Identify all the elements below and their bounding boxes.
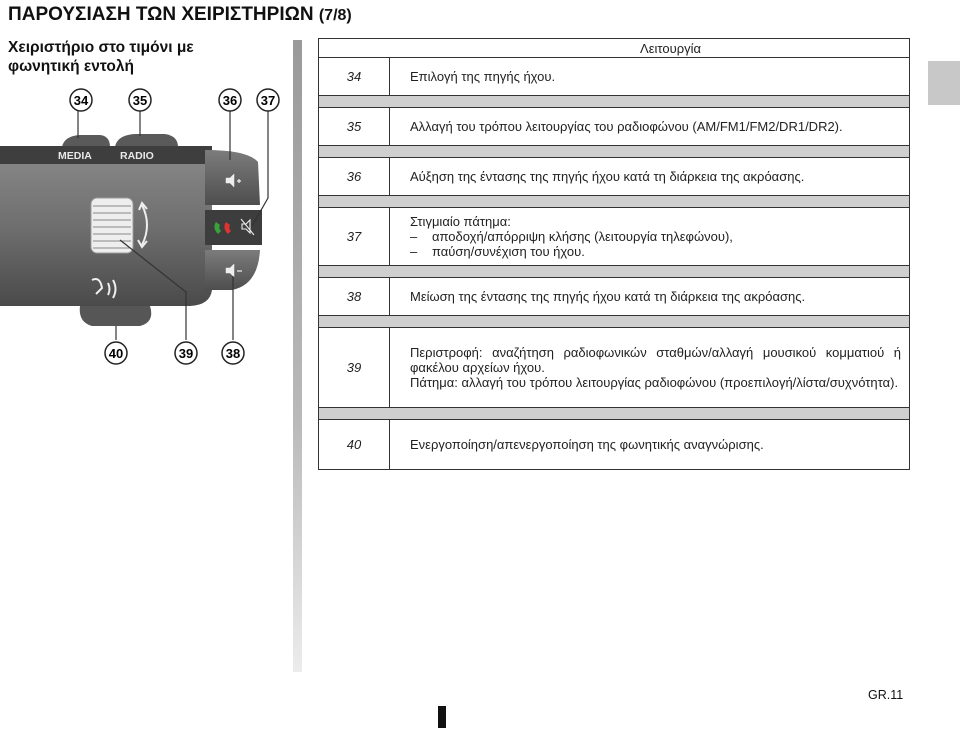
page-title-text: ΠΑΡΟΥΣΙΑΣΗ ΤΩΝ ΧΕΙΡΙΣΤΗΡΙΩΝ	[8, 4, 314, 25]
list-dash: –	[410, 229, 418, 244]
callout-36: 36	[222, 93, 238, 108]
row-description	[390, 328, 910, 408]
row-description: Επιλογή της πηγής ήχου.	[390, 58, 910, 96]
row-line: Περιστροφή: αναζήτηση ραδιοφωνικών σταθμών/αλλαγή μουσικού κομματιού ή φακέλου αρχείων ήχου.	[410, 345, 901, 375]
functions-table	[318, 38, 910, 470]
radio-button-top	[115, 134, 178, 147]
table-row	[319, 328, 910, 408]
callout-38: 38	[225, 346, 241, 361]
steering-control-illustration	[0, 84, 292, 374]
table-row	[319, 158, 910, 196]
page-marker	[438, 706, 446, 728]
radio-label: RADIO	[120, 150, 154, 162]
row-number: 36	[319, 158, 390, 196]
callout-37: 37	[260, 93, 276, 108]
row-description: Ενεργοποίηση/απενεργοποίηση της φωνητικής αναγνώρισης.	[390, 420, 910, 470]
table-row	[319, 420, 910, 470]
callout-35: 35	[132, 93, 148, 108]
divider-bar	[293, 40, 302, 672]
table-header: Λειτουργία	[319, 39, 910, 58]
row-number: 37	[319, 208, 390, 266]
table-row	[319, 108, 910, 146]
list-dash: –	[410, 244, 418, 259]
media-label: MEDIA	[58, 150, 92, 162]
row-number: 40	[319, 420, 390, 470]
row-description: Μείωση της έντασης της πηγής ήχου κατά τη διάρκεια της ακρόασης.	[390, 278, 910, 316]
page-title	[8, 4, 352, 26]
row-line: παύση/συνέχιση του ήχου.	[432, 244, 585, 259]
row-line: αποδοχή/απόρριψη κλήσης (λειτουργία τηλεφώνου),	[432, 229, 733, 244]
side-tab	[928, 61, 960, 105]
media-button-top	[62, 135, 110, 147]
row-number: 38	[319, 278, 390, 316]
row-number: 39	[319, 328, 390, 408]
row-description: Αύξηση της έντασης της πηγής ήχου κατά τη διάρκεια της ακρόασης.	[390, 158, 910, 196]
row-line: Πάτημα: αλλαγή του τρόπου λειτουργίας ραδιοφώνου (προεπιλογή/λίστα/συχνότητα).	[410, 375, 899, 390]
table-row	[319, 278, 910, 316]
callout-34: 34	[73, 93, 89, 108]
page-number: GR.11	[868, 688, 904, 702]
section-subtitle: Χειριστήριο στο τιμόνι με φωνητική εντολή	[8, 39, 194, 75]
row-description: Αλλαγή του τρόπου λειτουργίας του ραδιοφώνου (AM/FM1/FM2/DR1/DR2).	[390, 108, 910, 146]
row-description	[390, 208, 910, 266]
table-row	[319, 58, 910, 96]
table-row	[319, 208, 910, 266]
row-line: Στιγμιαίο πάτημα:	[410, 214, 511, 229]
row-number: 34	[319, 58, 390, 96]
callout-40: 40	[108, 346, 124, 361]
page-of: (7/8)	[318, 7, 352, 24]
call-mute-button	[205, 210, 262, 245]
callout-39: 39	[178, 346, 194, 361]
row-number: 35	[319, 108, 390, 146]
